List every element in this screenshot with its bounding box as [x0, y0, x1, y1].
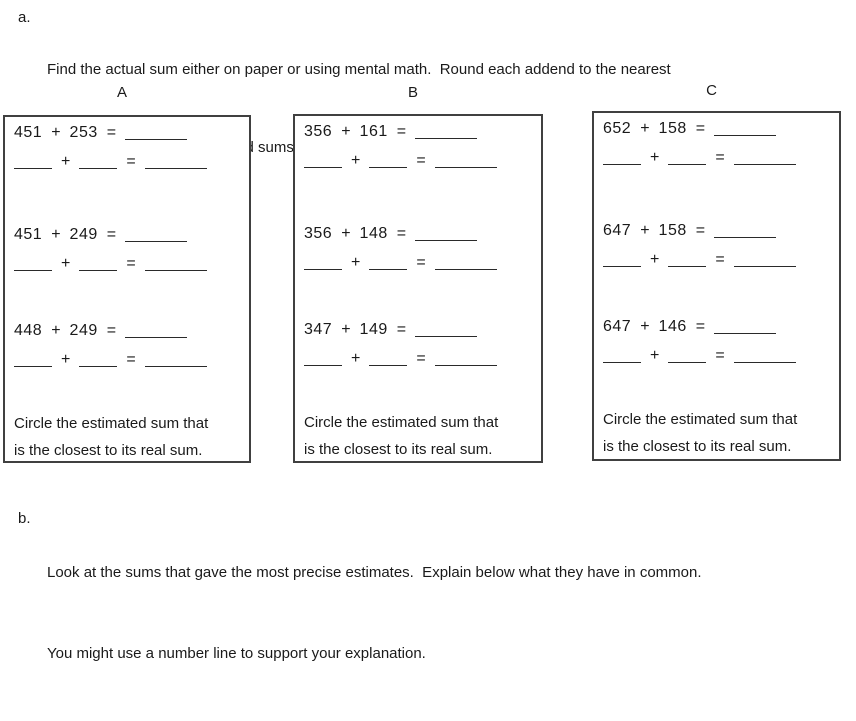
plus-sign: +	[51, 322, 61, 339]
estimate-row	[14, 350, 249, 370]
rounded-addend1-blank	[304, 351, 342, 366]
addend1: 347	[304, 321, 333, 338]
equals-sign: =	[715, 347, 725, 364]
plus-sign: +	[351, 152, 361, 169]
actual-sum-blank	[415, 226, 477, 241]
actual-sum-row	[14, 225, 249, 245]
equals-sign: =	[126, 255, 136, 272]
addend1: 647	[603, 318, 632, 335]
plus-sign: +	[61, 255, 71, 272]
problem-b2	[304, 224, 541, 273]
problem-c3	[603, 317, 839, 366]
estimate-row	[304, 253, 541, 273]
plus-sign: +	[640, 318, 650, 335]
rounded-addend2-blank	[79, 154, 117, 169]
rounded-addend1-blank	[304, 153, 342, 168]
problem-box-a	[3, 115, 251, 463]
addend2: 158	[658, 222, 687, 239]
column-label-b: B	[407, 84, 418, 101]
equals-sign: =	[416, 152, 426, 169]
estimated-sum-blank	[145, 154, 207, 169]
rounded-addend1-blank	[14, 352, 52, 367]
estimated-sum-blank	[145, 352, 207, 367]
estimate-row	[14, 152, 249, 172]
actual-sum-blank	[125, 323, 187, 338]
circle-instruction-line1: Circle the estimated sum that	[14, 415, 209, 432]
problem-a1	[14, 123, 249, 172]
plus-sign: +	[650, 149, 660, 166]
actual-sum-row	[304, 122, 541, 142]
addend2: 161	[359, 123, 388, 140]
plus-sign: +	[351, 254, 361, 271]
problem-a3	[14, 321, 249, 370]
actual-sum-blank	[714, 223, 776, 238]
instruction-a-line1: Find the actual sum either on paper or using mental math. Round each addend to the nearest	[47, 61, 671, 78]
estimate-row	[14, 254, 249, 274]
estimate-row	[603, 148, 839, 168]
equals-sign: =	[715, 251, 725, 268]
addend2: 249	[69, 226, 98, 243]
rounded-addend2-blank	[79, 256, 117, 271]
actual-sum-row	[603, 221, 839, 241]
problem-b1	[304, 122, 541, 171]
estimated-sum-blank	[145, 256, 207, 271]
addend2: 253	[69, 124, 98, 141]
plus-sign: +	[51, 226, 61, 243]
problem-box-b	[293, 114, 543, 463]
rounded-addend2-blank	[668, 252, 706, 267]
actual-sum-blank	[714, 319, 776, 334]
estimated-sum-blank	[734, 348, 796, 363]
addend1: 451	[14, 226, 43, 243]
instruction-b-text	[47, 505, 702, 721]
instruction-a-label: a.	[18, 9, 31, 26]
actual-sum-row	[603, 317, 839, 337]
estimated-sum-blank	[734, 150, 796, 165]
estimated-sum-blank	[435, 351, 497, 366]
circle-instruction-line2: is the closest to its real sum.	[14, 442, 203, 459]
addend1: 652	[603, 120, 632, 137]
equals-sign: =	[396, 321, 407, 338]
instruction-a-line2: sums.	[257, 139, 298, 156]
problem-c2	[603, 221, 839, 270]
rounded-addend1-blank	[14, 256, 52, 271]
rounded-addend2-blank	[369, 153, 407, 168]
plus-sign: +	[650, 347, 660, 364]
column-label-a: A	[116, 84, 127, 101]
plus-sign: +	[650, 251, 660, 268]
addend2: 148	[359, 225, 388, 242]
equals-sign: =	[695, 318, 706, 335]
addend2: 146	[658, 318, 687, 335]
actual-sum-row	[14, 321, 249, 341]
actual-sum-blank	[415, 322, 477, 337]
problem-box-c	[592, 111, 841, 461]
circle-instruction	[603, 406, 839, 460]
plus-sign: +	[341, 123, 351, 140]
actual-sum-row	[603, 119, 839, 139]
rounded-addend2-blank	[79, 352, 117, 367]
addend1: 647	[603, 222, 632, 239]
estimate-row	[603, 346, 839, 366]
circle-instruction	[14, 410, 249, 464]
estimated-sum-blank	[734, 252, 796, 267]
circle-instruction	[304, 409, 541, 463]
rounded-addend1-blank	[603, 348, 641, 363]
rounded-addend1-blank	[14, 154, 52, 169]
estimate-row	[304, 349, 541, 369]
problem-c1	[603, 119, 839, 168]
estimated-sum-blank	[435, 255, 497, 270]
actual-sum-blank	[415, 124, 477, 139]
addend2: 149	[359, 321, 388, 338]
instruction-b-line1: Look at the sums that gave the most precise estimates. Explain below what they have in common.	[47, 564, 702, 581]
rounded-addend1-blank	[603, 150, 641, 165]
rounded-addend2-blank	[369, 351, 407, 366]
circle-instruction-line2: is the closest to its real sum.	[304, 441, 493, 458]
equals-sign: =	[106, 322, 117, 339]
actual-sum-row	[304, 320, 541, 340]
equals-sign: =	[106, 226, 117, 243]
plus-sign: +	[61, 351, 71, 368]
problem-b3	[304, 320, 541, 369]
addend1: 451	[14, 124, 43, 141]
equals-sign: =	[126, 153, 136, 170]
equals-sign: =	[126, 351, 136, 368]
rounded-addend2-blank	[369, 255, 407, 270]
rounded-addend2-blank	[668, 348, 706, 363]
equals-sign: =	[695, 120, 706, 137]
circle-instruction-line1: Circle the estimated sum that	[304, 414, 499, 431]
estimate-row	[304, 151, 541, 171]
addend2: 249	[69, 322, 98, 339]
plus-sign: +	[61, 153, 71, 170]
plus-sign: +	[640, 222, 650, 239]
equals-sign: =	[416, 254, 426, 271]
addend1: 356	[304, 123, 333, 140]
plus-sign: +	[51, 124, 61, 141]
instruction-b-line2: You might use a number line to support your explanation.	[47, 645, 426, 662]
equals-sign: =	[396, 225, 407, 242]
plus-sign: +	[640, 120, 650, 137]
equals-sign: =	[106, 124, 117, 141]
equals-sign: =	[396, 123, 407, 140]
instruction-b-label: b.	[18, 510, 31, 527]
rounded-addend1-blank	[603, 252, 641, 267]
addend1: 356	[304, 225, 333, 242]
actual-sum-blank	[125, 227, 187, 242]
actual-sum-row	[14, 123, 249, 143]
actual-sum-blank	[714, 121, 776, 136]
plus-sign: +	[341, 321, 351, 338]
actual-sum-row	[304, 224, 541, 244]
column-label-c: C	[706, 82, 717, 99]
addend2: 158	[658, 120, 687, 137]
instruction-b	[18, 505, 702, 721]
plus-sign: +	[341, 225, 351, 242]
circle-instruction-line2: is the closest to its real sum.	[603, 438, 792, 455]
equals-sign: =	[695, 222, 706, 239]
rounded-addend1-blank	[304, 255, 342, 270]
addend1: 448	[14, 322, 43, 339]
plus-sign: +	[351, 350, 361, 367]
estimate-row	[603, 250, 839, 270]
equals-sign: =	[715, 149, 725, 166]
rounded-addend2-blank	[668, 150, 706, 165]
estimated-sum-blank	[435, 153, 497, 168]
circle-instruction-line1: Circle the estimated sum that	[603, 411, 798, 428]
equals-sign: =	[416, 350, 426, 367]
actual-sum-blank	[125, 125, 187, 140]
problem-a2	[14, 225, 249, 274]
